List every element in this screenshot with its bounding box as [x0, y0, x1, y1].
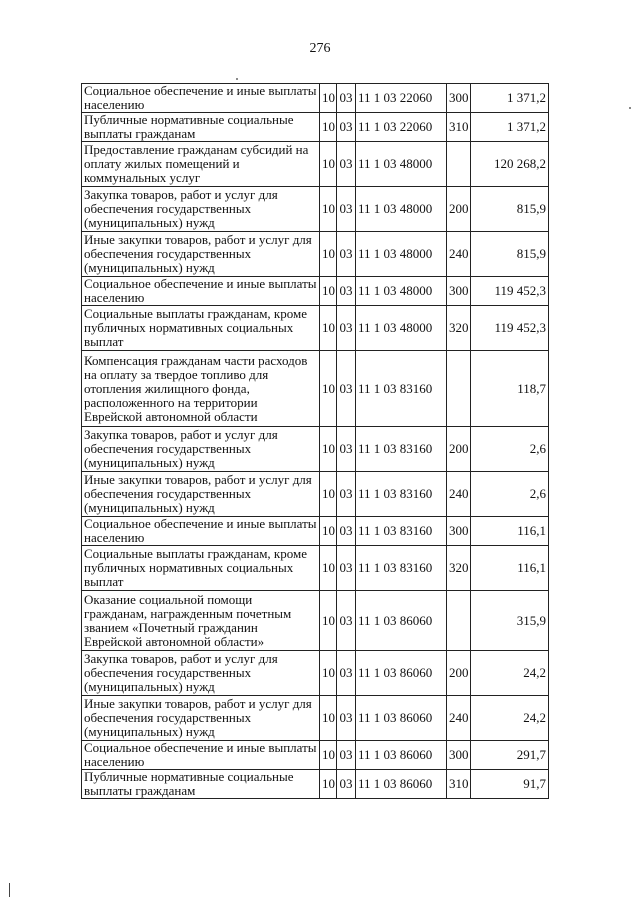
row-section-cell: 10 [320, 770, 337, 799]
row-target-article-cell: 11 1 03 48000 [356, 277, 447, 306]
table-row [82, 187, 549, 232]
row-subsection-cell: 03 [337, 517, 356, 546]
row-expense-type-cell: 300 [447, 277, 471, 306]
scan-speck-right [629, 107, 631, 109]
row-amount-cell: 1 371,2 [471, 84, 549, 113]
row-amount-cell: 118,7 [471, 351, 549, 427]
row-amount-cell: 815,9 [471, 187, 549, 232]
row-name-cell: Закупка товаров, работ и услуг для обеспечения государственных (муниципальных) нужд [82, 187, 320, 232]
row-amount-cell: 315,9 [471, 591, 549, 651]
row-section-cell: 10 [320, 232, 337, 277]
row-target-article-cell: 11 1 03 48000 [356, 306, 447, 351]
row-subsection-cell: 03 [337, 472, 356, 517]
row-subsection-cell: 03 [337, 591, 356, 651]
row-amount-cell: 24,2 [471, 651, 549, 696]
row-subsection-cell: 03 [337, 84, 356, 113]
row-expense-type-cell: 240 [447, 232, 471, 277]
row-name-cell: Социальные выплаты гражданам, кроме публичных нормативных социальных выплат [82, 546, 320, 591]
row-name-cell: Социальное обеспечение и иные выплаты населению [82, 517, 320, 546]
row-subsection-cell: 03 [337, 232, 356, 277]
row-amount-cell: 119 452,3 [471, 306, 549, 351]
row-subsection-cell: 03 [337, 113, 356, 142]
row-section-cell: 10 [320, 651, 337, 696]
row-subsection-cell: 03 [337, 546, 356, 591]
row-target-article-cell: 11 1 03 83160 [356, 427, 447, 472]
row-name-cell: Иные закупки товаров, работ и услуг для обеспечения государственных (муниципальных) нужд [82, 232, 320, 277]
row-name-cell: Закупка товаров, работ и услуг для обеспечения государственных (муниципальных) нужд [82, 651, 320, 696]
row-subsection-cell: 03 [337, 142, 356, 187]
row-section-cell: 10 [320, 696, 337, 741]
row-target-article-cell: 11 1 03 48000 [356, 232, 447, 277]
row-amount-cell: 291,7 [471, 741, 549, 770]
row-name-cell: Социальные выплаты гражданам, кроме публичных нормативных социальных выплат [82, 306, 320, 351]
row-expense-type-cell: 200 [447, 651, 471, 696]
row-section-cell: 10 [320, 517, 337, 546]
row-amount-cell: 119 452,3 [471, 277, 549, 306]
row-subsection-cell: 03 [337, 427, 356, 472]
row-section-cell: 10 [320, 591, 337, 651]
row-target-article-cell: 11 1 03 22060 [356, 113, 447, 142]
margin-mark [9, 883, 10, 897]
budget-table [81, 83, 549, 799]
row-expense-type-cell: 300 [447, 741, 471, 770]
budget-table-body [82, 84, 549, 799]
row-expense-type-cell: 240 [447, 472, 471, 517]
row-expense-type-cell: 320 [447, 306, 471, 351]
row-name-cell: Социальное обеспечение и иные выплаты населению [82, 277, 320, 306]
row-subsection-cell: 03 [337, 306, 356, 351]
row-amount-cell: 1 371,2 [471, 113, 549, 142]
row-subsection-cell: 03 [337, 187, 356, 232]
row-section-cell: 10 [320, 277, 337, 306]
row-amount-cell: 2,6 [471, 472, 549, 517]
row-amount-cell: 24,2 [471, 696, 549, 741]
row-expense-type-cell: 310 [447, 770, 471, 799]
row-name-cell: Публичные нормативные социальные выплаты гражданам [82, 113, 320, 142]
row-amount-cell: 815,9 [471, 232, 549, 277]
row-section-cell: 10 [320, 351, 337, 427]
table-row [82, 351, 549, 427]
row-section-cell: 10 [320, 84, 337, 113]
row-expense-type-cell: 200 [447, 187, 471, 232]
row-name-cell: Публичные нормативные социальные выплаты гражданам [82, 770, 320, 799]
row-expense-type-cell: 200 [447, 427, 471, 472]
table-row [82, 651, 549, 696]
table-row [82, 696, 549, 741]
row-target-article-cell: 11 1 03 83160 [356, 472, 447, 517]
table-row [82, 113, 549, 142]
table-row [82, 232, 549, 277]
row-section-cell: 10 [320, 427, 337, 472]
row-target-article-cell: 11 1 03 48000 [356, 187, 447, 232]
row-section-cell: 10 [320, 472, 337, 517]
table-row [82, 741, 549, 770]
row-expense-type-cell: 310 [447, 113, 471, 142]
row-section-cell: 10 [320, 546, 337, 591]
row-subsection-cell: 03 [337, 741, 356, 770]
table-row [82, 84, 549, 113]
row-name-cell: Иные закупки товаров, работ и услуг для обеспечения государственных (муниципальных) нужд [82, 696, 320, 741]
row-target-article-cell: 11 1 03 83160 [356, 517, 447, 546]
page-number: 276 [309, 41, 331, 56]
row-target-article-cell: 11 1 03 86060 [356, 591, 447, 651]
row-amount-cell: 91,7 [471, 770, 549, 799]
row-subsection-cell: 03 [337, 770, 356, 799]
row-name-cell: Иные закупки товаров, работ и услуг для обеспечения государственных (муниципальных) нужд [82, 472, 320, 517]
row-expense-type-cell [447, 351, 471, 427]
table-row [82, 517, 549, 546]
row-name-cell: Социальное обеспечение и иные выплаты населению [82, 741, 320, 770]
row-target-article-cell: 11 1 03 86060 [356, 696, 447, 741]
scan-speck [236, 78, 238, 80]
row-name-cell: Предоставление гражданам субсидий на оплату жилых помещений и коммунальных услуг [82, 142, 320, 187]
table-row [82, 277, 549, 306]
row-expense-type-cell: 300 [447, 517, 471, 546]
row-target-article-cell: 11 1 03 86060 [356, 770, 447, 799]
row-section-cell: 10 [320, 306, 337, 351]
row-target-article-cell: 11 1 03 83160 [356, 351, 447, 427]
row-expense-type-cell: 240 [447, 696, 471, 741]
row-expense-type-cell [447, 591, 471, 651]
table-row [82, 546, 549, 591]
row-target-article-cell: 11 1 03 22060 [356, 84, 447, 113]
row-target-article-cell: 11 1 03 86060 [356, 741, 447, 770]
row-subsection-cell: 03 [337, 277, 356, 306]
row-expense-type-cell: 320 [447, 546, 471, 591]
row-amount-cell: 120 268,2 [471, 142, 549, 187]
row-name-cell: Социальное обеспечение и иные выплаты населению [82, 84, 320, 113]
table-row [82, 591, 549, 651]
row-name-cell: Закупка товаров, работ и услуг для обеспечения государственных (муниципальных) нужд [82, 427, 320, 472]
table-row [82, 472, 549, 517]
row-amount-cell: 2,6 [471, 427, 549, 472]
table-row [82, 427, 549, 472]
row-name-cell: Компенсация гражданам части расходов на оплату за твердое топливо для отопления жилищного фонда, расположенного на территории Еврейской автономной области [82, 351, 320, 427]
row-subsection-cell: 03 [337, 696, 356, 741]
table-row [82, 770, 549, 799]
table-row [82, 142, 549, 187]
row-expense-type-cell: 300 [447, 84, 471, 113]
row-section-cell: 10 [320, 142, 337, 187]
row-subsection-cell: 03 [337, 351, 356, 427]
row-name-cell: Оказание социальной помощи гражданам, награжденным почетным званием «Почетный гражданин Еврейской автономной области» [82, 591, 320, 651]
row-section-cell: 10 [320, 187, 337, 232]
row-subsection-cell: 03 [337, 651, 356, 696]
row-target-article-cell: 11 1 03 83160 [356, 546, 447, 591]
row-expense-type-cell [447, 142, 471, 187]
row-amount-cell: 116,1 [471, 517, 549, 546]
table-row [82, 306, 549, 351]
row-target-article-cell: 11 1 03 48000 [356, 142, 447, 187]
row-section-cell: 10 [320, 741, 337, 770]
row-amount-cell: 116,1 [471, 546, 549, 591]
row-target-article-cell: 11 1 03 86060 [356, 651, 447, 696]
row-section-cell: 10 [320, 113, 337, 142]
